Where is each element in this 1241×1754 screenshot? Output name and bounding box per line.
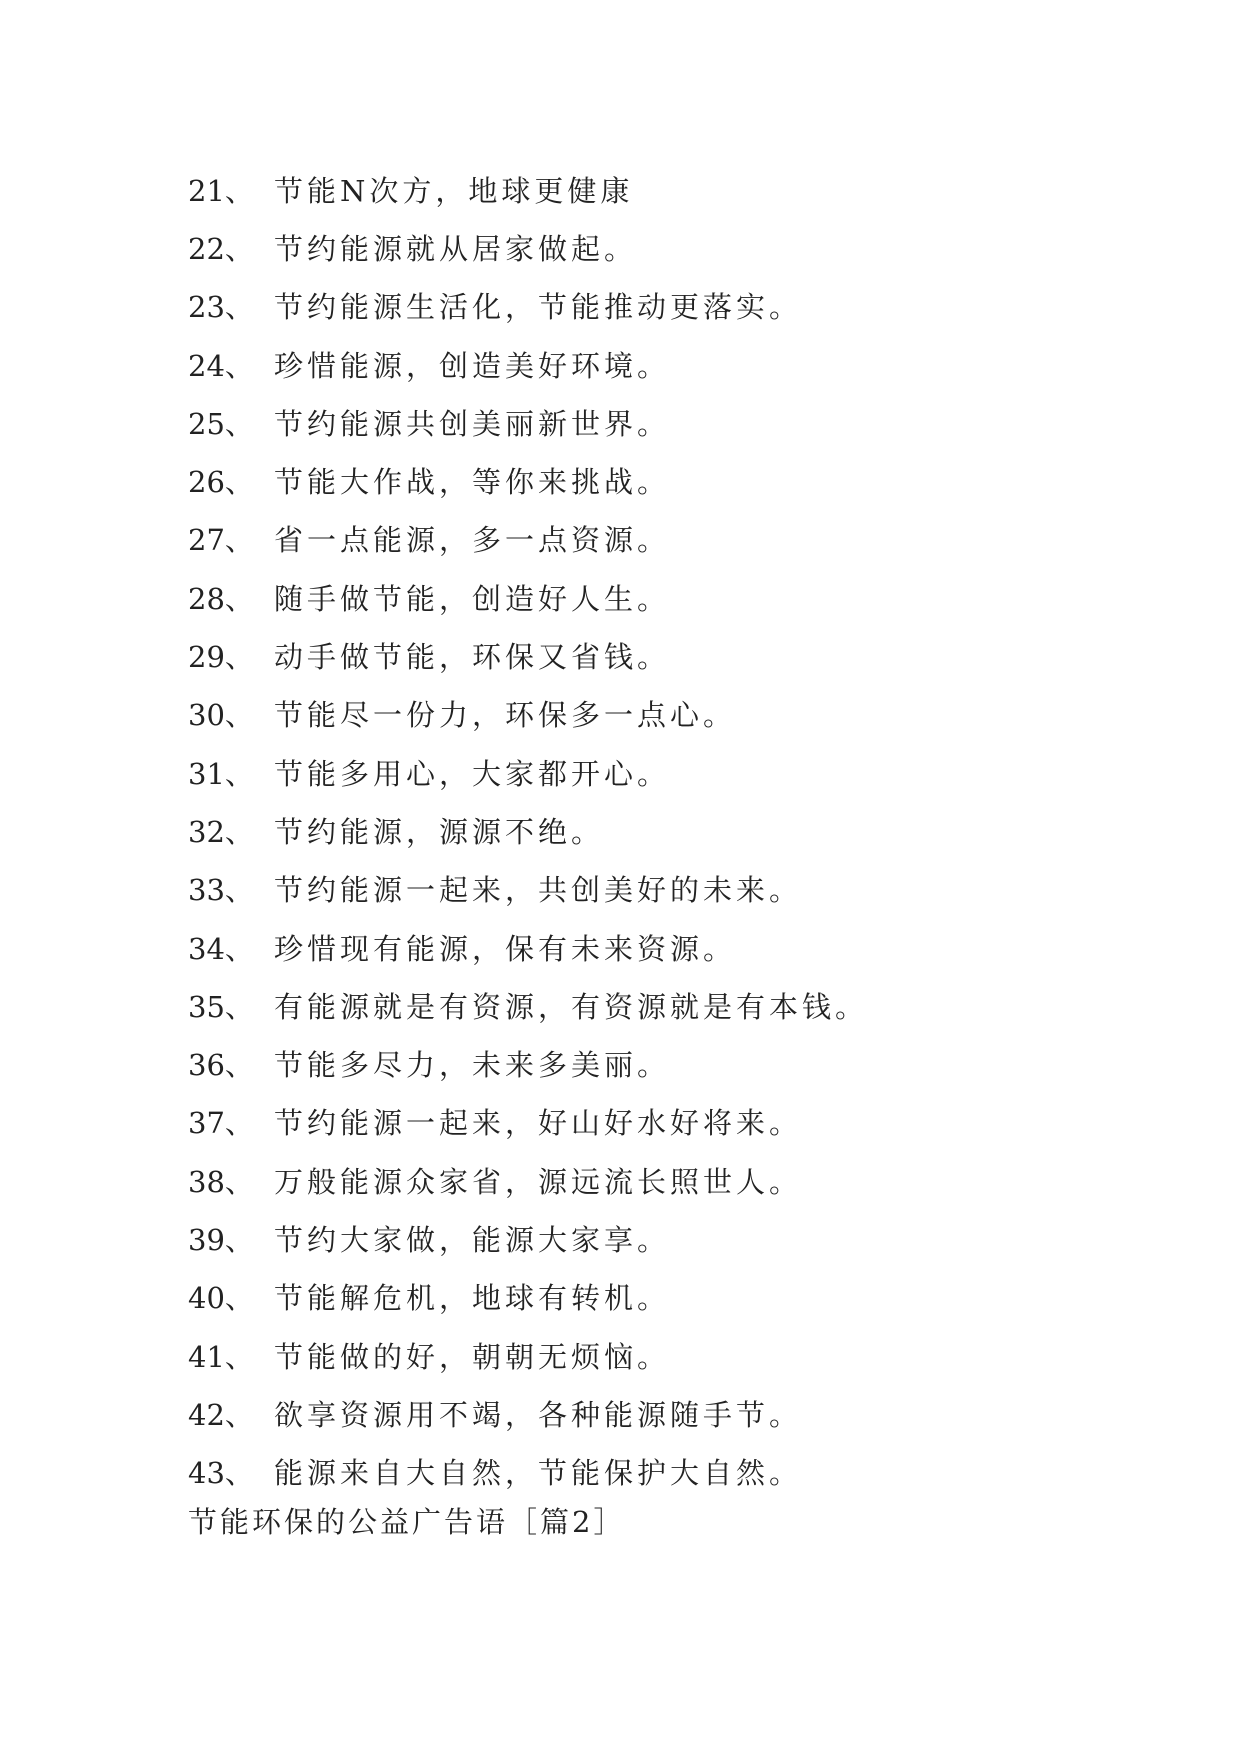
list-item [188, 218, 868, 276]
list-item [188, 1093, 868, 1151]
item-text: 省一点能源，多一点资源。 [274, 523, 671, 558]
item-number: 22、 [188, 231, 254, 266]
item-number: 40、 [188, 1281, 254, 1316]
item-number: 39、 [188, 1222, 254, 1257]
item-text: 节能解危机，地球有转机。 [274, 1281, 671, 1316]
item-text: 随手做节能，创造好人生。 [274, 581, 671, 616]
item-text: 节能大作战，等你来挑战。 [274, 465, 671, 500]
list-item [188, 393, 868, 451]
item-number: 38、 [188, 1164, 254, 1199]
item-text: 节能尽一份力，环保多一点心。 [274, 698, 737, 733]
item-number: 37、 [188, 1106, 254, 1141]
list-item [188, 160, 868, 218]
list-item [188, 1268, 868, 1326]
list-item [188, 1443, 868, 1501]
item-text: 节约能源共创美丽新世界。 [274, 406, 671, 441]
list-item [188, 801, 868, 859]
list-item [188, 685, 868, 743]
item-text: 有能源就是有资源，有资源就是有本钱。 [274, 989, 869, 1024]
item-number: 32、 [188, 814, 254, 849]
list-item [188, 568, 868, 626]
item-text: 珍惜现有能源，保有未来资源。 [274, 931, 737, 966]
item-text: 节能N次方，地球更健康 [274, 173, 634, 208]
item-text: 节约大家做，能源大家享。 [274, 1222, 671, 1257]
list-item [188, 451, 868, 509]
list-item [188, 976, 868, 1034]
item-text: 动手做节能，环保又省钱。 [274, 640, 671, 675]
list-item [188, 626, 868, 684]
list-item [188, 1034, 868, 1092]
item-text: 节能多用心，大家都开心。 [274, 756, 671, 791]
list-item [188, 1326, 868, 1384]
item-number: 23、 [188, 290, 254, 325]
item-number: 43、 [188, 1456, 254, 1491]
item-number: 35、 [188, 989, 254, 1024]
item-number: 24、 [188, 348, 254, 383]
item-number: 41、 [188, 1339, 254, 1374]
item-text: 能源来自大自然，节能保护大自然。 [274, 1456, 803, 1491]
list-item [188, 1384, 868, 1442]
item-number: 33、 [188, 873, 254, 908]
item-text: 节约能源一起来，好山好水好将来。 [274, 1106, 803, 1141]
list-item [188, 918, 868, 976]
item-number: 25、 [188, 406, 254, 441]
item-number: 27、 [188, 523, 254, 558]
item-text: 节能做的好，朝朝无烦恼。 [274, 1339, 671, 1374]
item-number: 26、 [188, 465, 254, 500]
item-number: 29、 [188, 640, 254, 675]
list-item [188, 860, 868, 918]
list-item [188, 743, 868, 801]
item-text: 节约能源，源源不绝。 [274, 814, 605, 849]
list-item [188, 1209, 868, 1267]
item-text: 节约能源一起来，共创美好的未来。 [274, 873, 803, 908]
item-number: 31、 [188, 756, 254, 791]
item-text: 万般能源众家省，源远流长照世人。 [274, 1164, 803, 1199]
item-number: 30、 [188, 698, 254, 733]
item-text: 欲享资源用不竭，各种能源随手节。 [274, 1397, 803, 1432]
item-text: 节约能源生活化，节能推动更落实。 [274, 290, 803, 325]
item-text: 节约能源就从居家做起。 [274, 231, 638, 266]
list-item [188, 277, 868, 335]
item-text: 珍惜能源，创造美好环境。 [274, 348, 671, 383]
slogan-list [188, 160, 868, 1501]
list-item [188, 1151, 868, 1209]
item-number: 34、 [188, 931, 254, 966]
section-heading: 节能环保的公益广告语［篇2］ [188, 1505, 626, 1539]
item-number: 36、 [188, 1048, 254, 1083]
item-text: 节能多尽力，未来多美丽。 [274, 1048, 671, 1083]
item-number: 28、 [188, 581, 254, 616]
list-item [188, 335, 868, 393]
item-number: 42、 [188, 1397, 254, 1432]
list-item [188, 510, 868, 568]
item-number: 21、 [188, 173, 254, 208]
